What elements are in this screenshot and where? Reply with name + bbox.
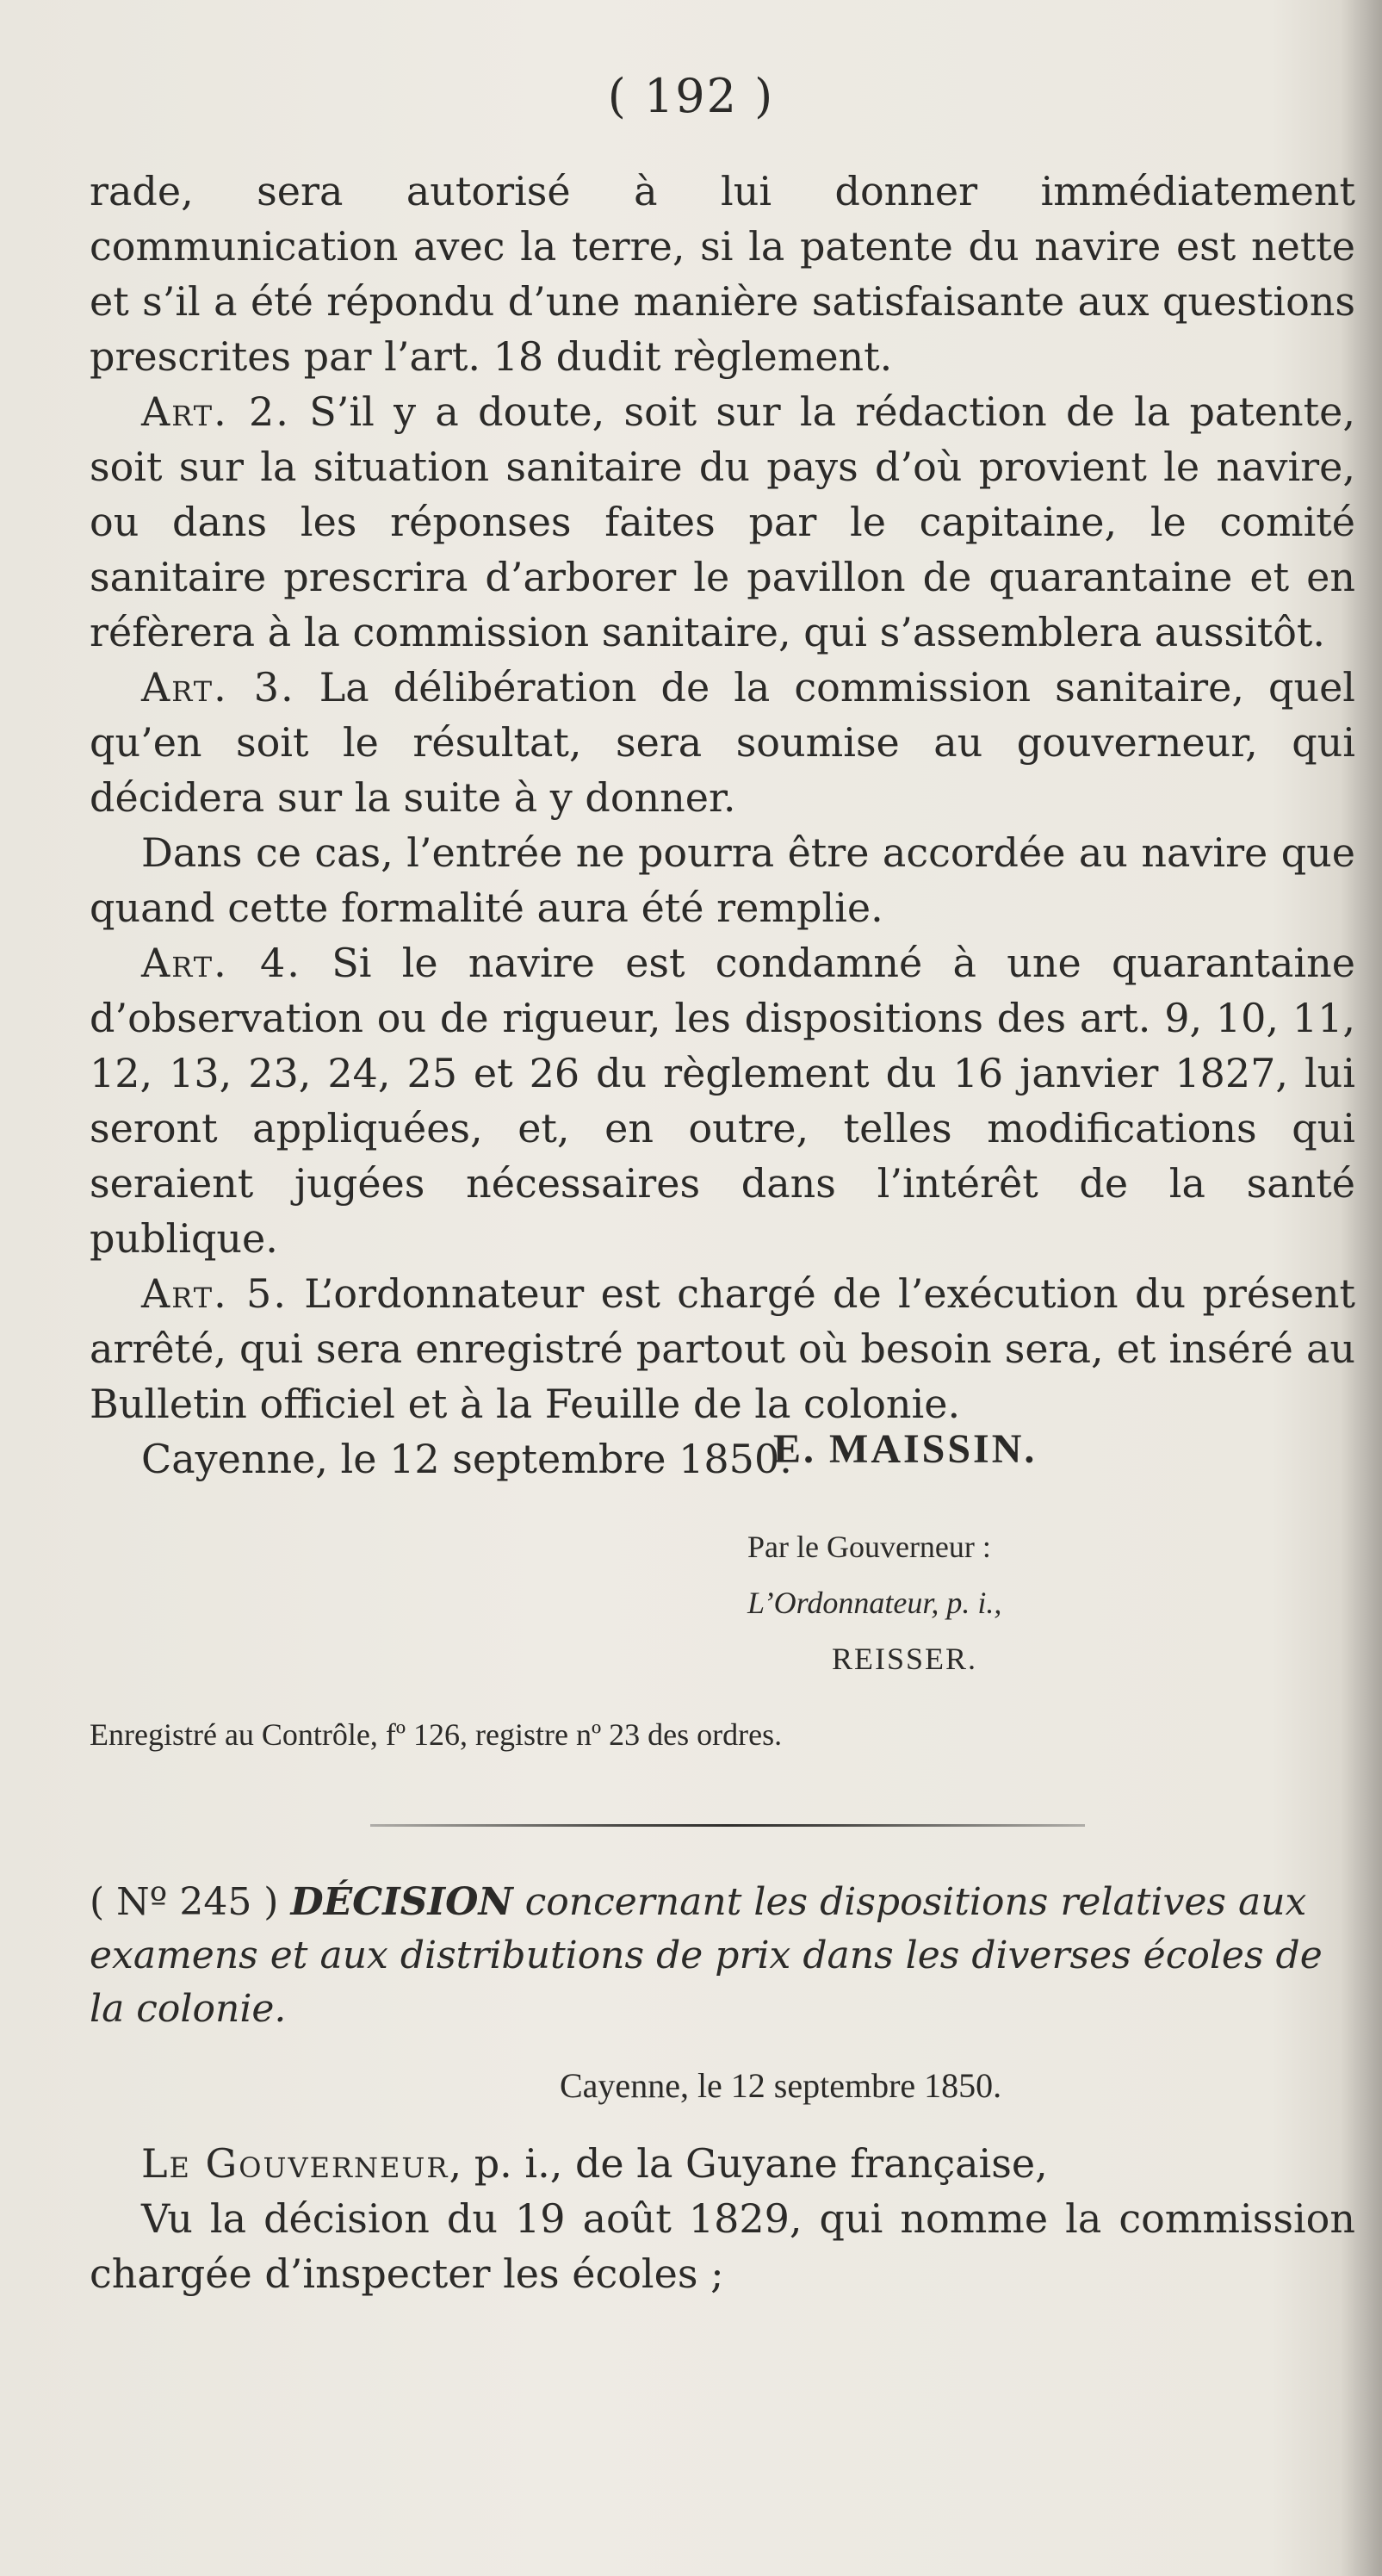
gouverneur-label: Le Gouverneur <box>141 2140 449 2187</box>
article-label: Art. 2. <box>141 388 290 435</box>
decision-heading <box>90 1876 1338 2036</box>
paragraph-text: Vu la décision du 19 août 1829, qui nomme la commission chargée d’inspecter les écoles ; <box>90 2195 1355 2297</box>
page-number: ( 192 ) <box>607 69 775 123</box>
paragraph-text: S’il y a doute, soit sur la rédaction de la patente, soit sur la situation sanitaire du pays d’où provient le navire, ou dans les réponses faites par le capitaine, le comité sanitaire prescrira d’arborer le pavillon de quarantaine et en réfèrera à la commission sanitaire, qui s’assemblera aussitôt. <box>90 388 1355 655</box>
article-label: Art. 3. <box>141 664 295 711</box>
signature-role: L’Ordonnateur, p. i., <box>747 1586 1002 1620</box>
paragraph-continuation <box>90 164 1355 384</box>
paragraph-article-5 <box>90 1266 1355 1431</box>
paragraph-text: L’ordonnateur est chargé de l’exécution du présent arrêté, qui sera enregistré partout où besoin sera, et inséré au Bulletin officiel et à la Feuille de la colonie. <box>90 1270 1356 1427</box>
paragraph-text: Si le navire est condamné à une quarantaine d’observation ou de rigueur, les dispositions des art. 9, 10, 11, 12, 13, 23, 24, 25 et 26 du règlement du 16 janvier 1827, lui seront appliquées, et, en outre, telles modifications qui seraient jugées nécessaires dans l’intérêt de la santé publique. <box>90 940 1355 1262</box>
decision-dateline: Cayenne, le 12 septembre 1850. <box>560 2066 1002 2105</box>
decision-number: ( Nº 245 ) <box>90 1880 279 1924</box>
decision-title: DÉCISION <box>290 1880 513 1924</box>
paragraph-text: La délibération de la commission sanitaire, quel qu’en soit le résultat, sera soumise au gouverneur, qui décidera sur la suite à y donner. <box>90 664 1356 821</box>
paragraph-text: , p. i., de la Guyane française, <box>449 2140 1048 2187</box>
paragraph-place-date <box>90 1431 1355 1487</box>
signature-countersign: REISSER. <box>832 1642 978 1676</box>
article-label: Art. 4. <box>141 940 301 986</box>
paragraph-article-3 <box>90 660 1355 825</box>
paragraph-article-2 <box>90 384 1355 660</box>
paragraph-article-4 <box>90 935 1355 1266</box>
signature-name: E. MAISSIN. <box>773 1426 1038 1472</box>
decision-body <box>90 2136 1355 2301</box>
arrete-body <box>90 164 1355 1487</box>
paragraph-vu <box>90 2191 1355 2301</box>
registration-note: Enregistré au Contrôle, fº 126, registre nº 23 des ordres. <box>90 1717 783 1752</box>
paragraph-text: Dans ce cas, l’entrée ne pourra être accordée au navire que quand cette formalité aura été remplie. <box>90 829 1355 931</box>
paragraph-text: rade, sera autorisé à lui donner immédiatement communication avec la terre, si la patente du navire est nette et s’il a été répondu d’une manière satisfaisante aux questions prescrites par l’art. 18 dudit règlement. <box>90 168 1355 380</box>
section-divider <box>370 1824 1085 1827</box>
article-label: Art. 5. <box>141 1270 288 1317</box>
paragraph-dans-ce-cas <box>90 825 1355 935</box>
decision-subject: concernant les dispositions relatives aux examens et aux distributions de prix dans les diverses écoles de la colonie. <box>90 1880 1323 2031</box>
paragraph-text: Cayenne, le 12 septembre 1850. <box>141 1436 792 1482</box>
paragraph-gouverneur <box>90 2136 1355 2191</box>
signature-par: Par le Gouverneur : <box>747 1530 991 1564</box>
